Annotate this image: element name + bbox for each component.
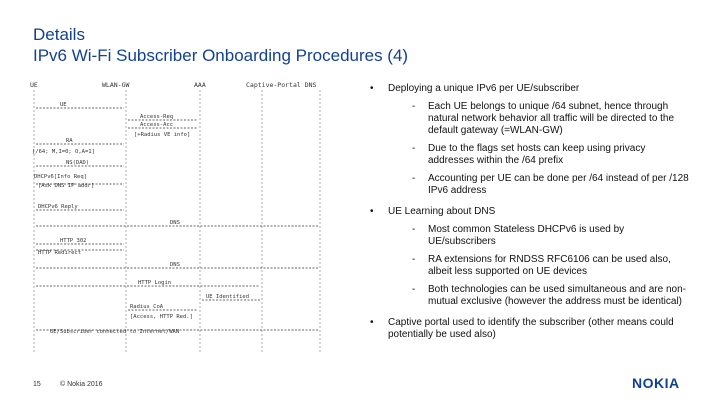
msg-ns-dad: NS(DAD): [66, 160, 90, 166]
bullet-text: Captive portal used to identify the subscriber (other means could potentially be used also): [388, 317, 674, 340]
sub-bullet-text: Each UE belongs to unique /64 subnet, hence through natural network behavior all traffic will be directed to the default gateway (=WLAN-GW): [428, 101, 675, 136]
bullet-dot: •: [370, 83, 374, 94]
nokia-logo: NOKIA: [632, 375, 680, 391]
msg-access-req: Access-Req: [140, 114, 174, 120]
msg-access-acc: Access-Acc: [140, 122, 174, 128]
msg-dns-2: DNS: [170, 262, 180, 268]
msg-access-http-red: [Access, HTTP Red.]: [130, 314, 193, 320]
sub-bullet: - RA extensions for RNDSS RFC6106 can be used also, albeit less supported on UE devices: [412, 254, 671, 277]
sub-bullet: - Both technologies can be used simultaneous and are non-mutual exclusive (however the address must be identical): [412, 284, 686, 307]
bullet-item: [370, 206, 690, 308]
page-number: 15: [33, 381, 41, 388]
msg-radius-ve: [+Radius VE info]: [134, 132, 191, 138]
msg-ue-identified: UE Identified: [206, 294, 250, 300]
msg-ue-connected: UE/Subscriber connected to Internet/WAN: [50, 329, 180, 335]
sub-bullet-text: Both technologies can be used simultaneous and are non-mutual exclusive (however the address must be identical): [428, 284, 686, 307]
msg-ra-flags: [/64; M,I=0; O,A=1]: [32, 149, 95, 155]
page-subtitle: IPv6 Wi-Fi Subscriber Onboarding Procedures (4): [33, 46, 409, 65]
bullet-item: [370, 83, 690, 197]
bullet-dot: •: [370, 206, 374, 217]
lane-ue: UE: [30, 81, 38, 89]
lane-aaa: AAA: [194, 81, 206, 89]
sub-bullet-text: Accounting per UE can be done per /64 instead of per /128 IPv6 address: [428, 173, 689, 196]
msg-radius-coa: Radius CoA: [130, 304, 164, 310]
lane-wlan-gw: WLAN-GW: [102, 81, 130, 89]
bullet-text: UE Learning about DNS: [388, 206, 496, 217]
msg-dns-1: DNS: [170, 220, 180, 226]
msg-ue: UE: [60, 102, 67, 108]
sub-bullet-text: Most common Stateless DHCPv6 is used by UE/subscribers: [428, 224, 625, 247]
sub-bullet-text: RA extensions for RNDSS RFC6106 can be used also, albeit less supported on UE devices: [428, 254, 671, 277]
sub-bullet: - Accounting per UE can be done per /64 instead of per /128 IPv6 address: [412, 173, 689, 196]
sub-bullet-text: Due to the flags set hosts can keep using privacy addresses within the /64 prefix: [428, 143, 646, 166]
sub-bullet: - Most common Stateless DHCPv6 is used by UE/subscribers: [412, 224, 625, 247]
sequence-diagram: [30, 78, 328, 356]
lane-labels: [30, 81, 317, 89]
bullet-dot: •: [370, 317, 374, 328]
bullet-item: [370, 317, 690, 341]
sub-bullet: - Due to the flags set hosts can keep using privacy addresses within the /64 prefix: [412, 143, 646, 166]
msg-dhcpv6-info-req: DHCPv6[Info Req]: [34, 174, 87, 180]
msg-ask-dns: [Ask DNS IP addr]: [38, 183, 95, 189]
copyright: © Nokia 2016: [60, 381, 103, 388]
msg-ra: RA: [66, 138, 73, 144]
bullet-text: Deploying a unique IPv6 per UE/subscriber: [388, 83, 580, 94]
bullet-list: [370, 83, 690, 341]
sequence-diagram-canvas: [30, 78, 328, 356]
msg-http-login: HTTP Login: [138, 280, 172, 286]
sub-bullet: - Each UE belongs to unique /64 subnet, hence through natural network behavior all traffic will be directed to the default gateway (=WLAN-GW): [412, 101, 675, 136]
msg-http-302: HTTP 302: [60, 238, 87, 244]
lane-portal-dns: Captive-Portal DNS: [246, 81, 317, 89]
msg-dhcpv6-reply: DHCPv6 Reply: [38, 204, 78, 210]
page-title: Details: [33, 25, 85, 44]
msg-http-redirect: HTTP Redirect: [38, 250, 82, 256]
